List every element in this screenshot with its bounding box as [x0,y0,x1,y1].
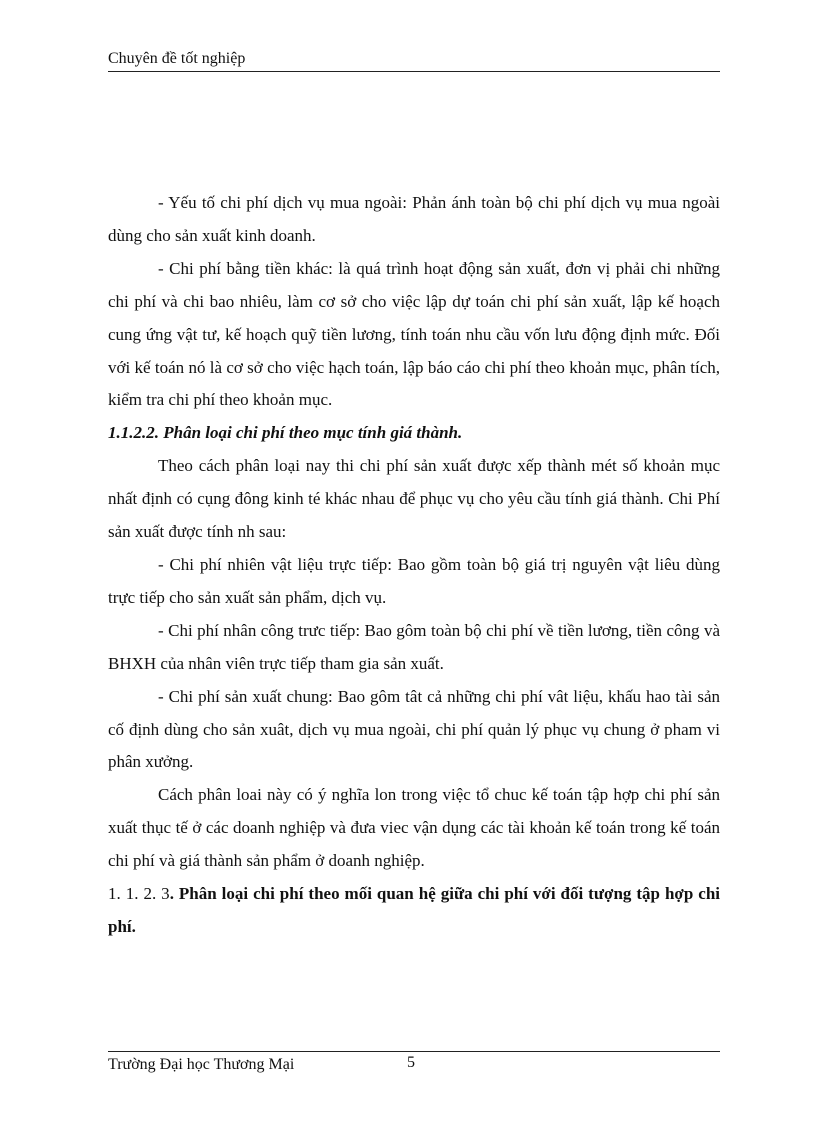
section-title: . Phân loại chi phí theo mối quan hệ giữa chi phí với đối tượng tập hợp chi phí. [108,884,721,936]
paragraph-general-production: - Chi phí sản xuất chung: Bao gôm tât cả những chi phí vât liệu, khấu hao tài sản cố định dùng cho sản xuât, dịch vụ mua ngoài, chi phí quản lý phục vụ chung ở pham vi phân xưởng. [108,686,720,772]
page-header-title: Chuyên đề tốt nghiệp [108,50,246,67]
paragraph-other-cash-costs: - Chi phí bằng tiền khác: là quá trình hoạt động sản xuất, đơn vị phải chi những chi phí và chi bao nhiêu, làm cơ sở cho việc lập dự toán chi phí sản xuất, lập kế hoạch cung ứng vật tư, kế hoạch quỹ tiền lương, tính toán nhu cầu vốn lưu động định mức. Đối với kế toán nó là cơ sở cho việc hạch toán, lập báo cáo chi phí theo khoản mục, phân tích, kiểm tra chi phí theo khoản mục. [108,258,720,410]
paragraph-outsourced-services: - Yếu tố chi phí dịch vụ mua ngoài: Phản ánh toàn bộ chi phí dịch vụ mua ngoài dùng cho sản xuất kinh doanh. [108,193,720,245]
footer-school-name: Trường Đại học Thương Mại [108,1056,295,1073]
paragraph-direct-materials: - Chi phí nhiên vật liệu trực tiếp: Bao gồm toàn bộ giá trị nguyên vật liêu dùng trực tiếp cho sản xuất sản phẩm, dịch vụ. [108,554,720,607]
section-number: 1. 1. 2. 3 [108,884,170,904]
header-divider [108,71,720,72]
paragraph-classification-meaning: Cách phân loai này có ý nghĩa lon trong việc tổ chuc kế toán tập hợp chi phí sản xuất thục tế ở các doanh nghiệp và đưa viec vận dụng các tài khoản kế toán trong kế toán chi phí và giá thành sản phẩm ở doanh nghiệp. [108,785,720,871]
paragraph-direct-labor: - Chi phí nhân công trưc tiếp: Bao gôm toàn bộ chi phí về tiền lương, tiền công và BHXH của nhân viên trực tiếp tham gia sản xuất. [108,620,720,673]
section-heading-1-1-2-2: 1.1.2.2. Phân loại chi phí theo mục tính giá thành. [108,423,463,443]
footer-divider [108,1051,720,1052]
page-number: 5 [407,1054,415,1071]
paragraph-classification-intro: Theo cách phân loại nay thi chi phí sản xuất được xếp thành mét số khoản mục nhất định có cụng đông kinh té khác nhau để phục vụ cho yêu cầu tính giá thành. Chi Phí sản xuất được tính nh sau: [108,456,720,542]
section-heading-1-1-2-3 [108,878,720,944]
document-body [108,187,720,944]
